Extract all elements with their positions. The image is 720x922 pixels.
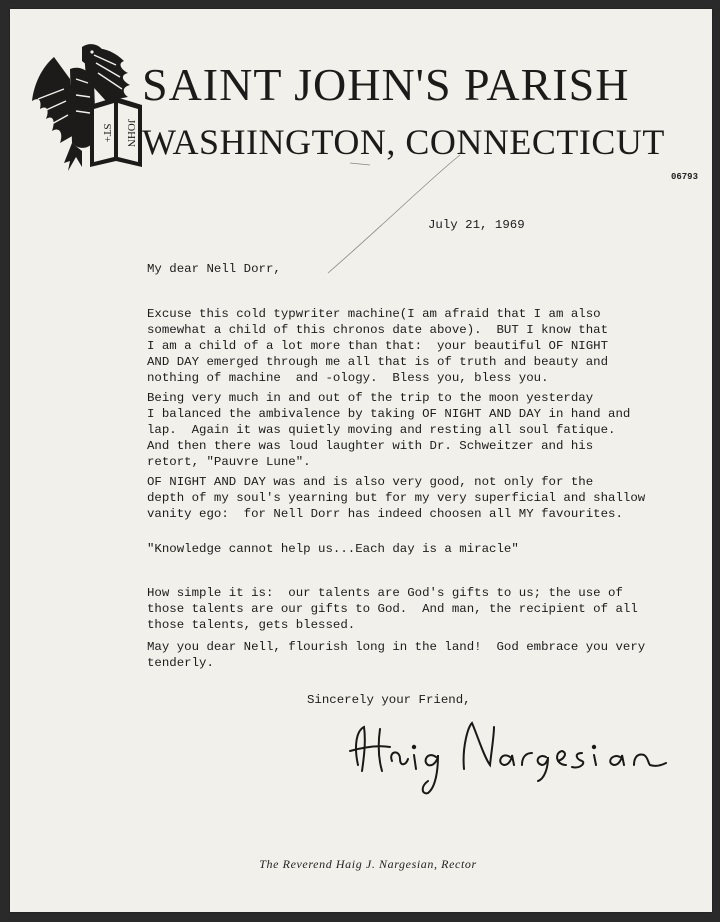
paragraph-3: OF NIGHT AND DAY was and is also very good, not only for the depth of my soul's yearning but for my very superficial and shallow vanity ego: for Nell Dorr has indeed choosen all MY favourites. xyxy=(147,475,646,521)
paragraph-4: How simple it is: our talents are God's gifts to us; the use of those talents are our gifts to God. And man, the recipient of all those talents, gets blessed. xyxy=(147,586,638,632)
paragraph-1: Excuse this cold typwriter machine(I am afraid that I am also somewhat a child of this chronos date above). BUT I know that I am a child of a lot more than that: your beautiful OF NIGHT AND DAY emerged through me all that is of truth and beauty and nothing of machine and -ology. Bless you, bless you. xyxy=(147,307,609,385)
letter-page xyxy=(10,9,712,912)
rector-footer: The Reverend Haig J. Nargesian, Rector xyxy=(259,857,477,871)
paragraph-2: Being very much in and out of the trip to the moon yesterday I balanced the ambivalence by taking OF NIGHT AND DAY in hand and lap. Again it was quietly moving and resting all soul fatique. And then there was loud laughter with Dr. Schweitzer and his retort, "Pauvre Lune". xyxy=(147,391,631,469)
paragraph-5: May you dear Nell, flourish long in the land! God embrace you very tenderly. xyxy=(147,640,646,670)
archive-number: 06793 xyxy=(670,172,698,182)
svg-text:ST+: ST+ xyxy=(101,123,113,143)
letter-date: July 21, 1969 xyxy=(428,218,525,232)
pencil-stray-mark xyxy=(310,149,470,279)
eagle-crest-logo xyxy=(24,39,152,179)
quote-line: "Knowledge cannot help us...Each day is a miracle" xyxy=(147,542,519,556)
letterhead-location: WASHINGTON, CONNECTICUT xyxy=(142,122,665,162)
salutation: My dear Nell Dorr, xyxy=(147,262,281,276)
handwritten-signature xyxy=(344,707,674,797)
letterhead-title: SAINT JOHN'S PARISH xyxy=(142,59,630,110)
svg-text:JOHN: JOHN xyxy=(125,118,137,148)
closing: Sincerely your Friend, xyxy=(307,693,471,707)
